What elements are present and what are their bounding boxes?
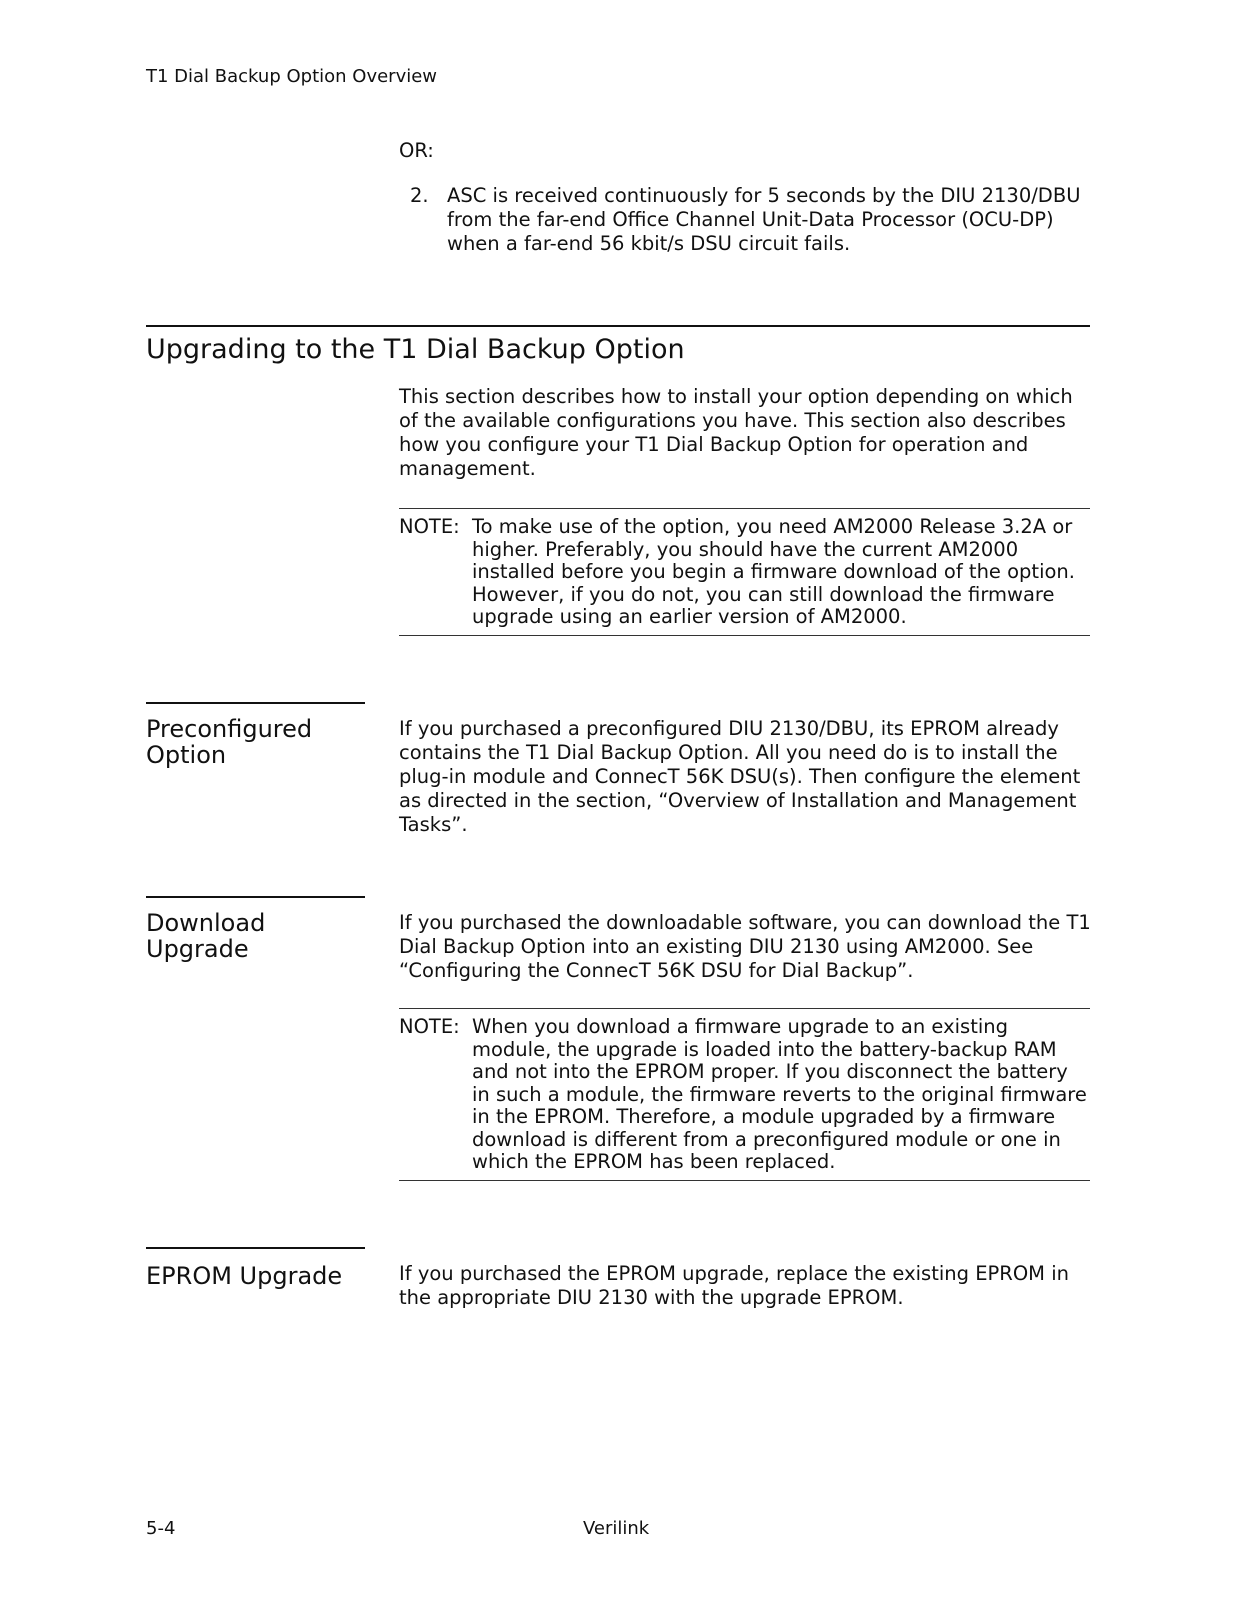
note-label: NOTE:: [399, 515, 460, 538]
download-paragraph: If you purchased the downloadable software, you can download the T1 Dial Backup Option into an existing DIU 2130 using AM2000. See “Configuring the ConnecT 56K DSU for Dial Backup”.: [399, 911, 1091, 982]
or-label: OR:: [399, 139, 434, 162]
side-heading-eprom: EPROM Upgrade: [146, 1262, 343, 1290]
eprom-paragraph: If you purchased the EPROM upgrade, replace the existing EPROM in the appropriate DIU 2130 with the upgrade EPROM.: [399, 1262, 1069, 1309]
side-heading-rule: [146, 1247, 365, 1249]
side-heading-download: Download Upgrade: [146, 909, 266, 963]
note-text: To make use of the option, you need AM2000 Release 3.2A or higher. Preferably, you should have the current AM2000 installed before you begin a firmware download of the option. However, if you do not, you can still download the firmware upgrade using an earlier version of AM2000.: [472, 515, 1075, 628]
page-number: 5-4: [146, 1518, 176, 1539]
note-label: NOTE:: [399, 1015, 460, 1038]
note-top-rule: [399, 508, 1090, 509]
section-rule: [146, 325, 1090, 327]
note-text: When you download a firmware upgrade to an existing module, the upgrade is loaded into the battery-backup RAM and not into the EPROM proper. If you disconnect the battery in such a module, the firmware reverts to the original firmware in the EPROM. Therefore, a module upgraded by a firmware download is different from a preconfigured module or one in which the EPROM has been replaced.: [472, 1015, 1087, 1173]
footer-company: Verilink: [583, 1518, 650, 1539]
section-title: Upgrading to the T1 Dial Backup Option: [146, 334, 685, 365]
running-head: T1 Dial Backup Option Overview: [146, 66, 438, 87]
note-block: [399, 1016, 1089, 1174]
intro-paragraph: This section describes how to install your option depending on which of the available configurations you have. This section also describes how you configure your T1 Dial Backup Option for operation and management.: [399, 385, 1073, 480]
side-heading-rule: [146, 702, 365, 704]
side-heading-rule: [146, 896, 365, 898]
note-block: [399, 516, 1089, 629]
note-bottom-rule: [399, 635, 1090, 636]
preconfigured-paragraph: If you purchased a preconfigured DIU 2130/DBU, its EPROM already contains the T1 Dial Backup Option. All you need do is to install the plug-in module and ConnecT 56K DSU(s). Then configure the element as directed in the section, “Overview of Installation and Management Tasks”.: [399, 717, 1081, 836]
side-heading-preconfigured: Preconfigured Option: [146, 715, 313, 769]
note-top-rule: [399, 1008, 1090, 1009]
list-item-text: ASC is received continuously for 5 seconds by the DIU 2130/DBU from the far-end Office Channel Unit-Data Processor (OCU-DP) when a far-end 56 kbit/s DSU circuit fails.: [447, 184, 1081, 255]
list-item-number: 2.: [410, 184, 429, 207]
note-bottom-rule: [399, 1180, 1090, 1181]
